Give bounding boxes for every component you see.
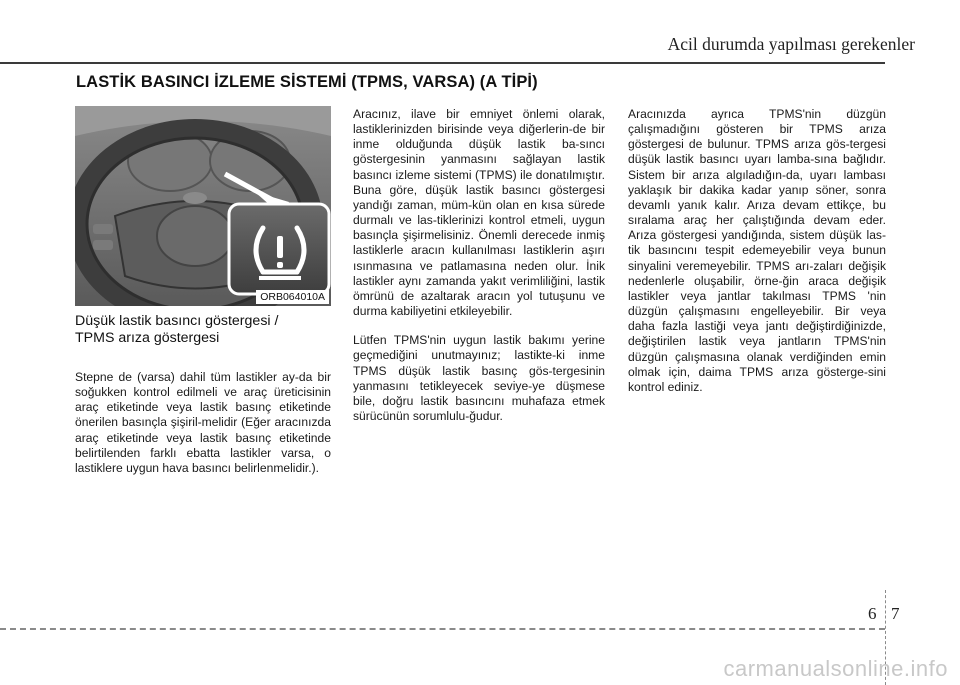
- watermark: carmanualsonline.info: [723, 656, 948, 681]
- paragraph-1: Stepne de (varsa) dahil tüm lastikler ay-da bir soğukken kontrol edilmeli ve araç üreticisinin araç etiketinde veya lastik basınç etiketinde önerilen basınçla şişiril-melidir (Eğer aracınızda araç etiketinde veya lastik basınç etiketinde belirtilenden farklı ebatta lastikler varsa, o lastiklere uygun hava basıncı belirlenmelidir.).: [75, 370, 331, 475]
- paragraph-4: Aracınızda ayrıca TPMS'nin düzgün çalışmadığını gösteren bir TPMS arıza göstergesi de bulunur. TPMS arıza gös-tergesi düşük lastik basıncı uyarı lamba-sına bağlıdır. Sistem bir arıza algıladığın-da, uyarı lambası yaklaşık bir dakika kadar yanıp söner, sonra devamlı yanık kalır. Arıza devam ettikçe, bu sıralama araç her çalıştığında devam eder. Arıza göstergesi yandığında, sistem düşük las-tik basıncını tespit edemeyebilir veya bunun sinyalini veremeyebilir. TPMS arı-zaları değişik nedenlerle oluşabilir, örne-ğin araca değişik lastikler veya jantlar takılması TPMS 'nin düzgün çalışmasını engelleyebilir. Bir veya daha fazla lastiği veya jantı değiştirdiğinizde, değiştirilen lastik veya jantların TPMS'nin düzgün çalışmasına olanak verdiğinden emin olmak için, daima TPMS arıza gösterge-sini kontrol ediniz.: [628, 107, 886, 394]
- column-left: [75, 370, 331, 490]
- caption-line-2: TPMS arıza göstergesi: [75, 330, 220, 346]
- column-right: [628, 107, 886, 409]
- dashboard-figure: [75, 106, 331, 306]
- page-number: 7: [891, 604, 900, 623]
- figure-caption: [75, 313, 278, 347]
- caption-line-1: Düşük lastik basıncı göstergesi /: [75, 313, 279, 329]
- running-header: Acil durumda yapılması gerekenler: [667, 34, 915, 54]
- figure-code: ORB064010A: [256, 290, 329, 304]
- footer-rule: [0, 628, 885, 630]
- header-rule: [0, 62, 885, 64]
- tpms-warning-icon: [245, 218, 315, 282]
- paragraph-3: Lütfen TPMS'nin uygun lastik bakımı yerine geçmediğini unutmayınız; lastikte-ki inme TPMS düşük lastik basınç gös-tergesinin yanmasını tetikleyecek seviye-ye düşmese bile, doğru lastik basıncını muhafaza etmek sürücünün sorumlulu-ğudur.: [353, 333, 605, 423]
- chapter-number: 6: [868, 604, 877, 623]
- paragraph-2: Aracınız, ilave bir emniyet önlemi olarak, lastiklerinizden birisinde veya diğerlerin-de bir inme olduğunda düşük lastik ba-sıncı göstergesinin yanmasını sağlayan lastik basıncı izleme sistemi (TPMS) ile donatılmıştır. Buna göre, düşük lastik basıncı göstergesi yandığı zaman, müm-kün olan en kısa sürede durmalı ve las-tiklerinizi kontrol etmeli, uygun basınçla şişirmelisiniz. Önemli derecede inmiş lastiklerle aracın kullanılması lastiklerin aşırı ısınmasına ve patlamasına neden olur. İnik lastikler aynı zamanda yakıt verimliliğini, lastik ömrünü de azaltarak aracın yol tutuşunu ve durma kabiliyetini etkileyebilir.: [353, 107, 605, 319]
- column-middle: [353, 107, 605, 438]
- section-title: LASTİK BASINCI İZLEME SİSTEMİ (TPMS, VARSA) (A TİPİ): [76, 73, 538, 91]
